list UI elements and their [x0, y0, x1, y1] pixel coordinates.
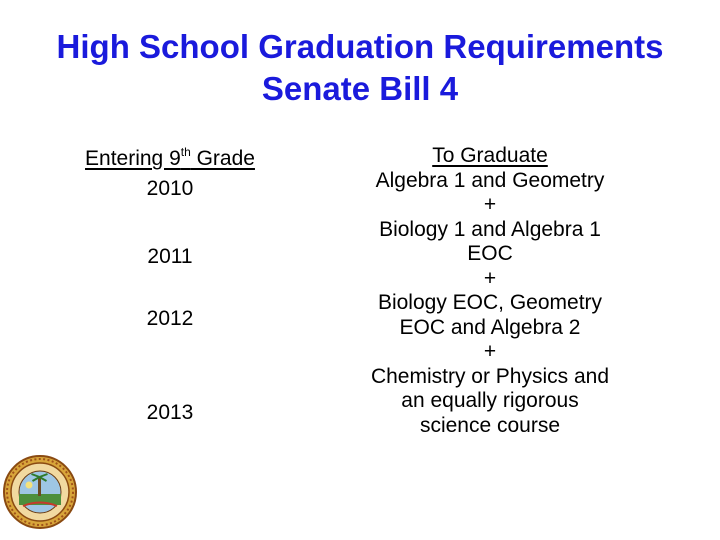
- requirement-line: EOC: [467, 242, 513, 265]
- requirement-plus: +: [483, 193, 497, 216]
- year-2012: 2012: [146, 307, 194, 330]
- header-text-pre: Entering 9: [85, 147, 181, 170]
- requirement-line: Chemistry or Physics and: [370, 364, 610, 388]
- requirement-plus: +: [483, 266, 497, 290]
- state-seal-icon: [2, 454, 78, 530]
- requirement-line: an equally rigorous: [401, 389, 579, 412]
- requirement-line: Biology EOC, Geometry: [377, 291, 603, 314]
- left-column-header: [60, 146, 280, 172]
- year-2010: 2010: [146, 177, 194, 200]
- requirement-line: science course: [419, 413, 561, 437]
- requirement-line: Algebra 1 and Geometry: [375, 168, 605, 192]
- requirement-line: EOC and Algebra 2: [399, 315, 581, 339]
- requirement-plus: +: [483, 340, 497, 363]
- entering-grade-header: [60, 146, 280, 172]
- requirement-line: Biology 1 and Algebra 1: [379, 217, 601, 241]
- year-2013: 2013: [146, 401, 194, 424]
- slide-title: [0, 26, 720, 110]
- title-line-2: Senate Bill 4: [261, 70, 459, 107]
- year-2011: 2011: [147, 245, 193, 268]
- to-graduate-header: To Graduate: [432, 144, 548, 167]
- header-text-post: Grade: [190, 147, 255, 170]
- graduation-requirements: [340, 144, 640, 438]
- title-line-1: High School Graduation Requirements: [56, 28, 664, 65]
- header-superscript: th: [180, 145, 191, 159]
